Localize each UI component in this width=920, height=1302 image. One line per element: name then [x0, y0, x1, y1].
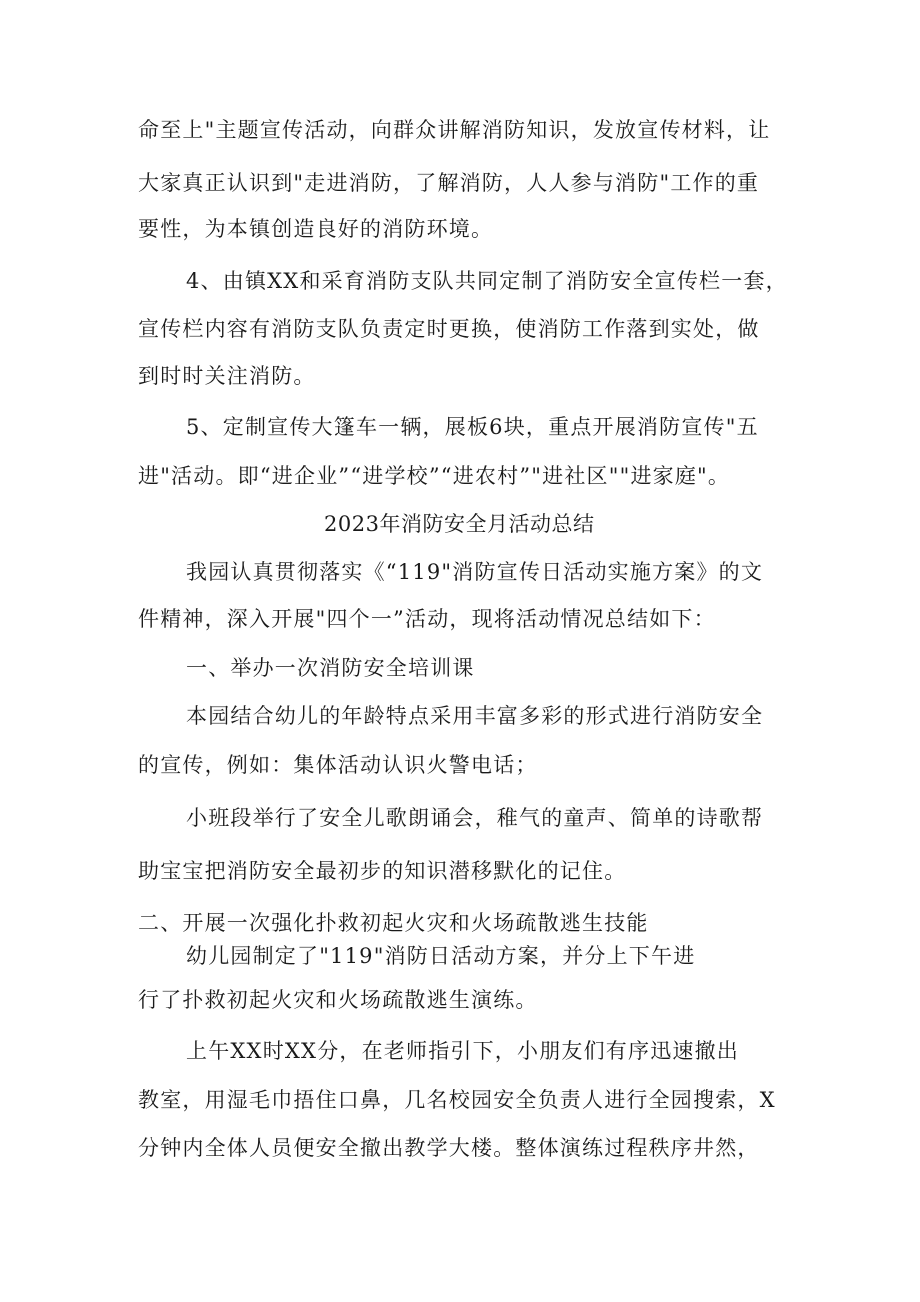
- section-title: 2023年消防安全月活动总结: [324, 512, 595, 536]
- text-line: 进"活动。即“进企业”“进学校”“进农村”"进社区""进家庭"。: [138, 464, 731, 488]
- text-line: 件精神，深入开展"四个一”活动，现将活动情况总结如下：: [138, 607, 716, 631]
- text-line: 大家真正认识到"走进消防，了解消防，人人参与消防"工作的重: [138, 171, 760, 195]
- text-line: 本园结合幼儿的年龄特点采用丰富多彩的形式进行消防安全: [186, 704, 764, 728]
- text-line: 小班段举行了安全儿歌朗诵会，稚气的童声、简单的诗歌帮: [186, 806, 764, 830]
- text-line: 的宣传，例如：集体活动认识火警电话；: [138, 753, 538, 777]
- text-line: 上午XX时XX分，在老师指引下，小朋友们有序迅速撤出: [186, 1039, 739, 1063]
- section-heading: 二、开展一次强化扑救初起火灾和火场疏散逃生技能: [138, 911, 649, 935]
- text-line: 命至上"主题宣传活动，向群众讲解消防知识，发放宣传材料，让: [138, 118, 771, 142]
- text-line: 幼儿园制定了"119"消防日活动方案，并分上下午进: [186, 944, 696, 968]
- text-line: 助宝宝把消防安全最初步的知识潜移默化的记住。: [138, 859, 627, 883]
- text-line: 要性，为本镇创造良好的消防环境。: [138, 217, 494, 241]
- section-heading: 一、举办一次消防安全培训课: [186, 656, 475, 680]
- text-line: 分钟内全体人员便安全撤出教学大楼。整体演练过程秩序井然，: [138, 1136, 760, 1160]
- text-line: 教室，用湿毛巾捂住口鼻，几名校园安全负责人进行全园搜索，X: [138, 1088, 776, 1112]
- text-line: 4、由镇XX和采育消防支队共同定制了消防安全宣传栏一套，: [186, 269, 788, 293]
- text-line: 5、定制宣传大篷车一辆，展板6块，重点开展消防宣传"五: [186, 415, 759, 439]
- text-line: 宣传栏内容有消防支队负责定时更换，使消防工作落到实处，做: [138, 317, 760, 341]
- text-line: 我园认真贯彻落实《“119"消防宣传日活动实施方案》的文: [186, 560, 764, 584]
- text-line: 行了扑救初起火灾和火场疏散逃生演练。: [138, 988, 538, 1012]
- text-line: 到时时关注消防。: [138, 364, 316, 388]
